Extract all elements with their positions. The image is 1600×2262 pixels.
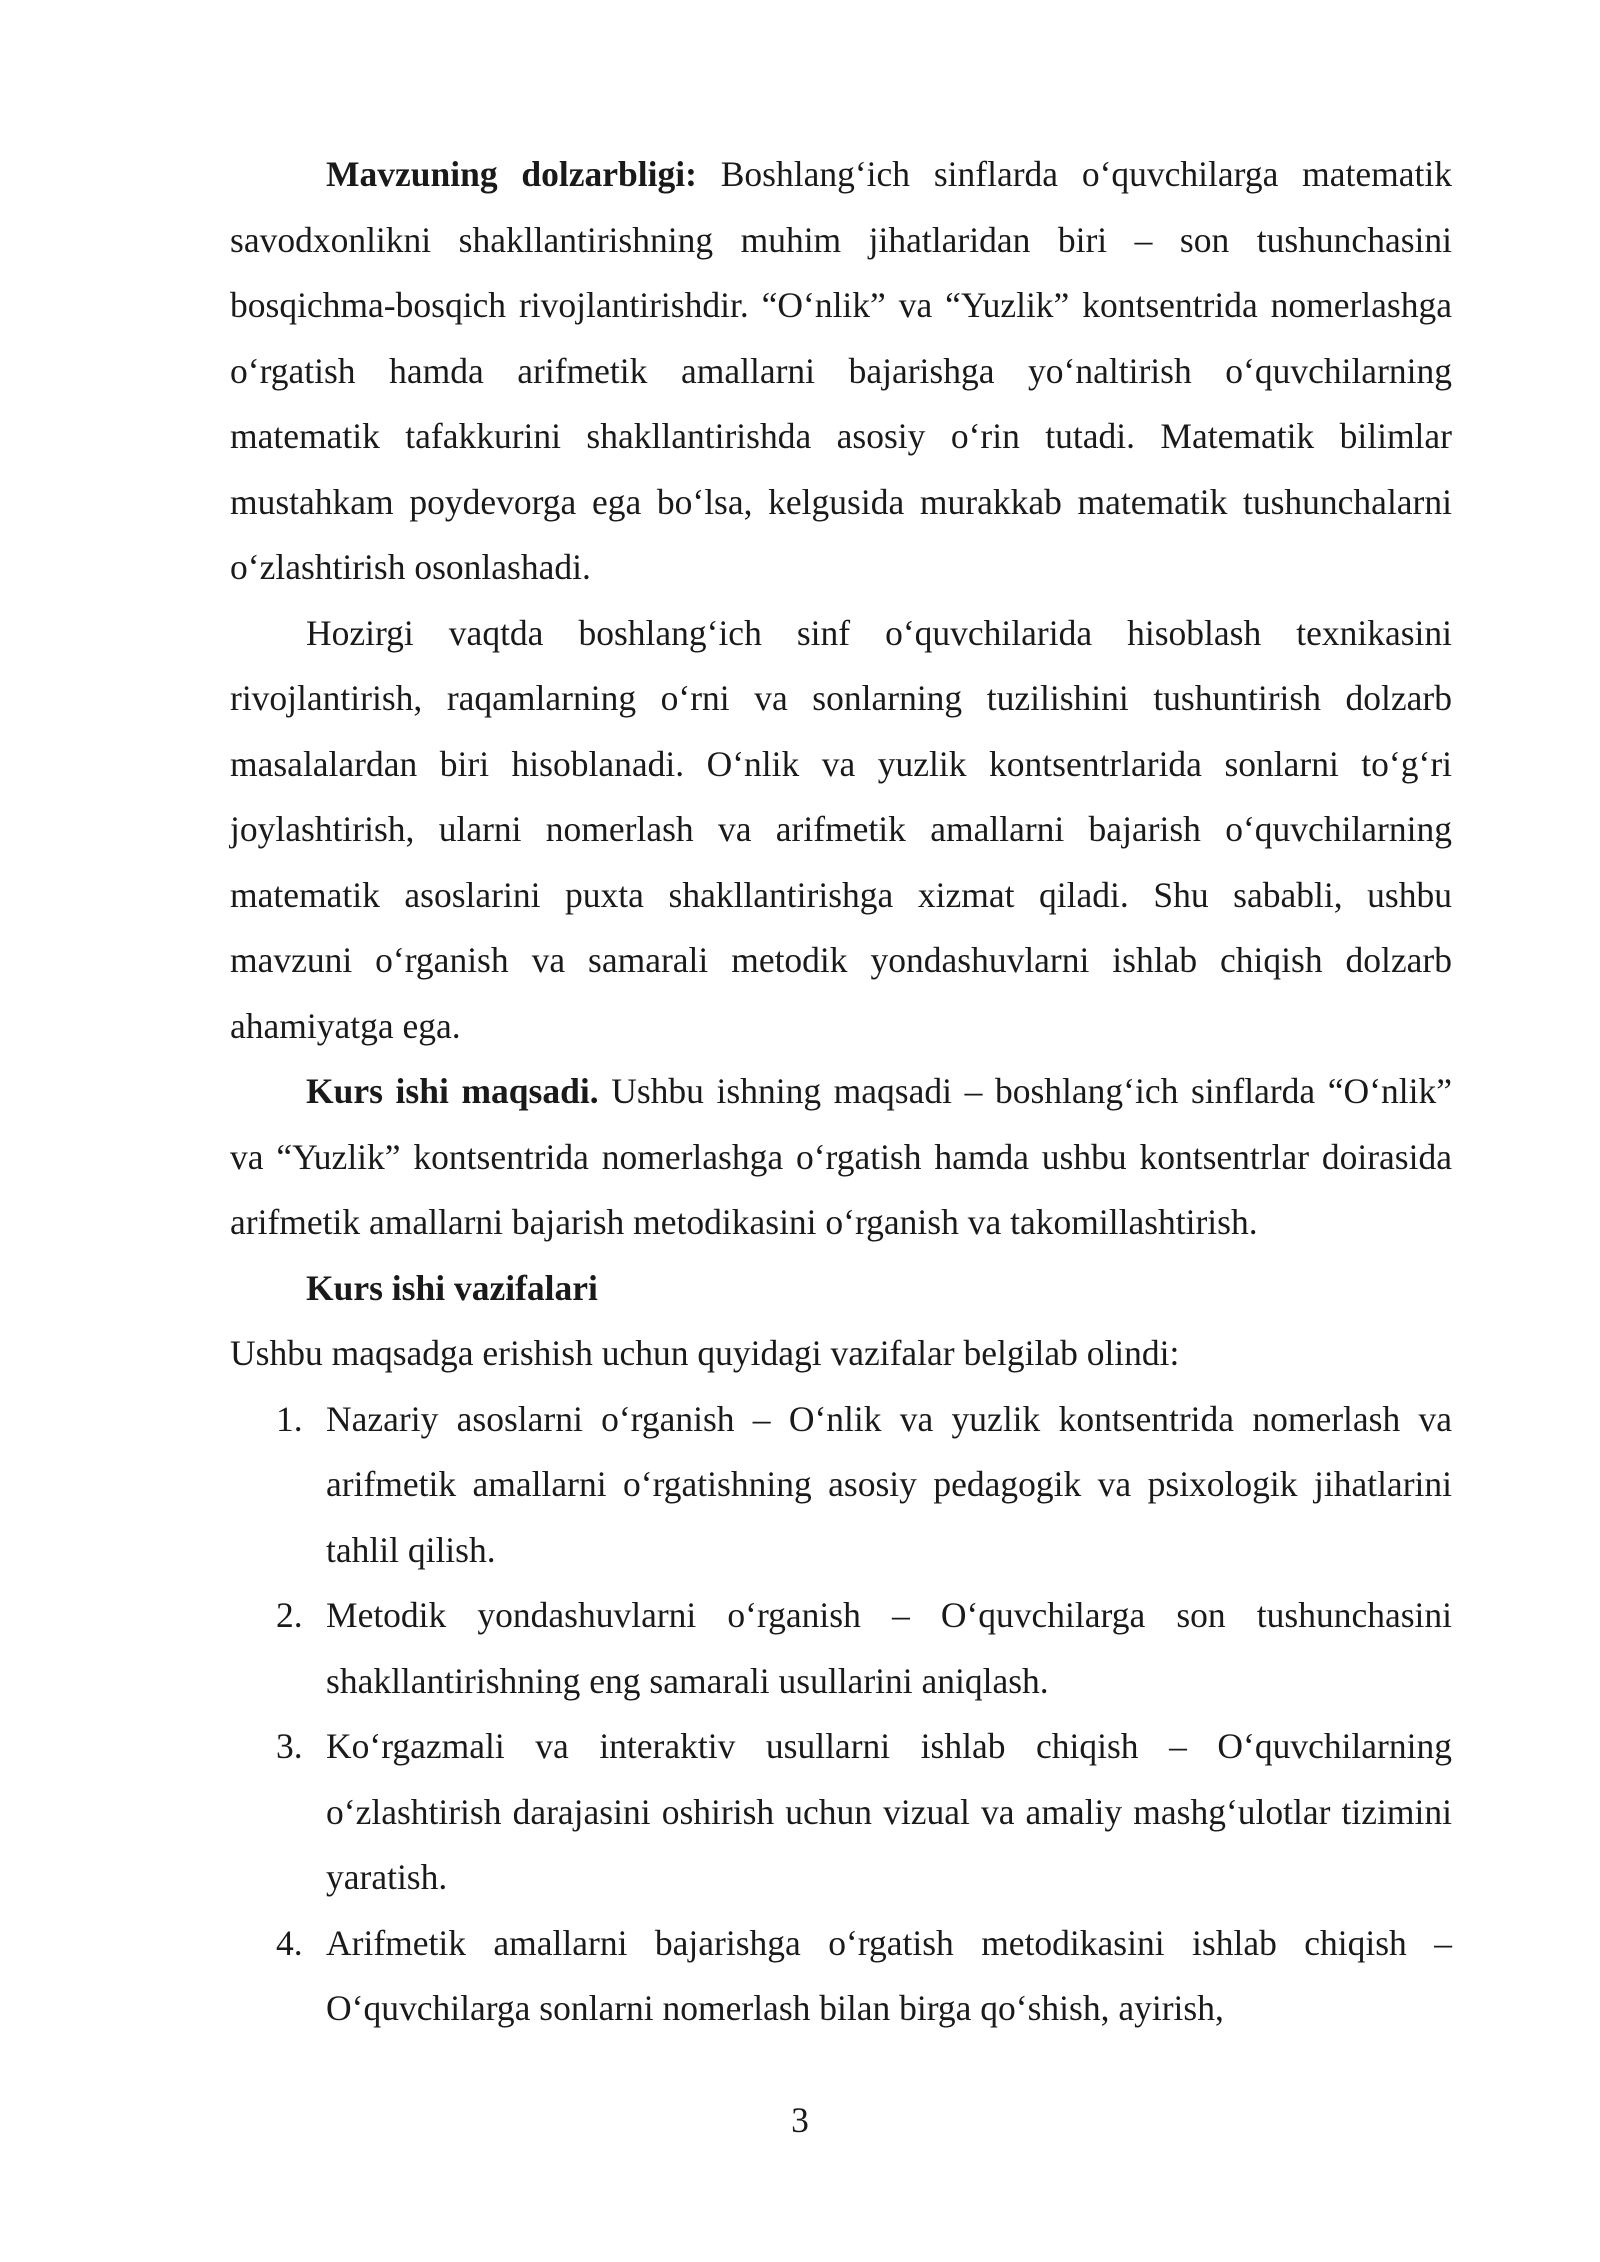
task-item	[276, 1387, 1452, 1584]
task-item	[276, 1714, 1452, 1911]
context-paragraph: Hozirgi vaqtda boshlang‘ich sinf o‘quvchilarida hisoblash texnikasini rivojlantirish, raqamlarning o‘rni va sonlarning tuzilishini tushuntirish dolzarb masalalardan biri hisoblanadi. O‘nlik va yuzlik kontsentrlarida sonlarni to‘g‘ri joylashtirish, ularni nomerlash va arifmetik amallarni bajarish o‘quvchilarning matematik asoslarini puxta shakllantirishga xizmat qiladi. Shu sababli, ushbu mavzuni o‘rganish va samarali metodik yondashuvlarni ishlab chiqish dolzarb ahamiyatga ega.	[230, 612, 1452, 1046]
page-number: 3	[791, 2100, 809, 2140]
task-number: 2.	[276, 1595, 303, 1635]
tasks-list	[230, 1387, 1452, 2042]
task-item	[276, 1911, 1452, 2042]
task-text: Metodik yondashuvlarni o‘rganish – O‘quvchilarga son tushunchasini shakllantirishning eng samarali usullarini aniqlash.	[326, 1595, 1452, 1701]
relevance-paragraph	[230, 142, 1452, 601]
goal-paragraph	[230, 1059, 1452, 1256]
task-number: 4.	[276, 1922, 303, 1963]
task-text: Nazariy asoslarni o‘rganish – O‘nlik va yuzlik kontsentrida nomerlash va arifmetik amallarni o‘rgatishning asosiy pedagogik va psixologik jihatlarini tahlil qilish.	[326, 1398, 1452, 1570]
task-item	[276, 1583, 1452, 1714]
task-text: Arifmetik amallarni bajarishga o‘rgatish metodikasini ishlab chiqish – O‘quvchilarga sonlarni nomerlash bilan birga qo‘shish, ayirish,	[326, 1922, 1452, 2028]
tasks-heading: Kurs ishi vazifalari	[306, 1267, 598, 1308]
document-page	[230, 142, 1452, 2042]
task-number: 3.	[276, 1726, 303, 1766]
task-text: Ko‘rgazmali va interaktiv usullarni ishlab chiqish – O‘quvchilarning o‘zlashtirish darajasini oshirish uchun vizual va amaliy mashg‘ulotlar tizimini yaratish.	[326, 1726, 1452, 1897]
tasks-intro: Ushbu maqsadga erishish uchun quyidagi vazifalar belgilab olindi:	[230, 1333, 1180, 1373]
goal-label: Kurs ishi maqsadi.	[306, 1071, 599, 1111]
task-number: 1.	[276, 1398, 303, 1439]
goal-text: Ushbu ishning maqsadi – boshlang‘ich sinflarda “O‘nlik” va “Yuzlik” kontsentrida nomerlashga o‘rgatish hamda ushbu kontsentrlar doirasida arifmetik amallarni bajarish metodikasini o‘rganish va takomillashtirish.	[230, 1071, 1452, 1242]
relevance-label: Mavzuning dolzarbligi:	[326, 154, 697, 194]
relevance-text: Boshlang‘ich sinflarda o‘quvchilarga matematik savodxonlikni shakllantirishning muhim jihatlaridan biri – son tushunchasini bosqichma-bosqich rivojlantirishdir. “O‘nlik” va “Yuzlik” kontsentrida nomerlashga o‘rgatish hamda arifmetik amallarni bajarishga yo‘naltirish o‘quvchilarning matematik tafakkurini shakllantirishda asosiy o‘rin tutadi. Matematik bilimlar mustahkam poydevorga ega bo‘lsa, kelgusida murakkab matematik tushunchalarni o‘zlashtirish osonlashadi.	[230, 154, 1452, 587]
